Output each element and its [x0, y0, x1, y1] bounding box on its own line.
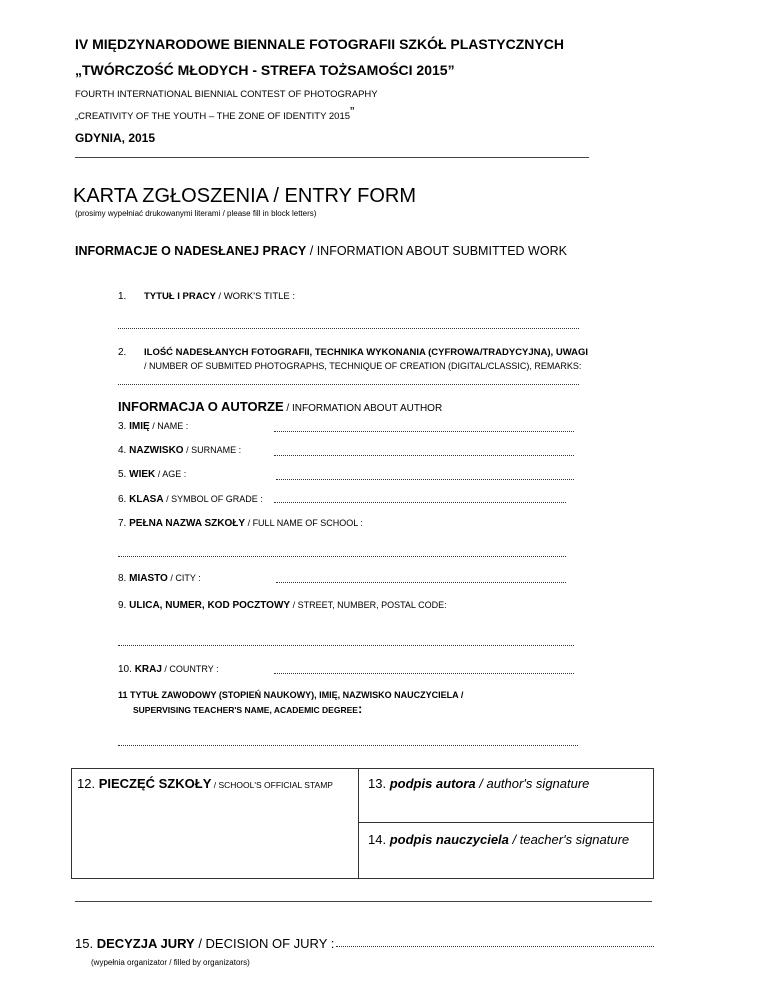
- q10-label: [118, 664, 219, 675]
- english-title-line1: FOURTH INTERNATIONAL BIENNIAL CONTEST OF PHOTOGRAPHY: [75, 89, 378, 100]
- school-stamp-area[interactable]: [77, 776, 333, 791]
- q8-label: [118, 573, 201, 584]
- address-field[interactable]: [118, 645, 574, 646]
- title-line1: IV MIĘDZYNARODOWE BIENNALE FOTOGRAFII SZKÓŁ PLASTYCZNYCH: [75, 36, 564, 52]
- q3-label-pl: IMIĘ: [129, 421, 150, 432]
- q12-label-pl: PIECZĘĆ SZKOŁY: [98, 776, 212, 791]
- q7-label: [118, 518, 363, 529]
- q5-number: 5.: [118, 469, 130, 480]
- teacher-signature-area[interactable]: [368, 832, 629, 847]
- country-field[interactable]: [274, 673, 574, 674]
- q10-label-en: / COUNTRY :: [161, 664, 219, 674]
- header-divider: [75, 157, 589, 158]
- q4-number: 4.: [118, 445, 130, 456]
- q7-label-pl: PEŁNA NAZWA SZKOŁY: [129, 518, 246, 529]
- work-section-heading: [75, 244, 567, 258]
- q13-label-pl: podpis autora: [389, 776, 476, 791]
- jury-decision-field[interactable]: [336, 946, 654, 947]
- q2-label-pl: ILOŚĆ NADESŁANYCH FOTOGRAFII, TECHNIKA WYKONANIA (CYFROWA/TRADYCYJNA), UWAGI: [144, 347, 589, 358]
- work-heading-pl: INFORMACJE O NADESŁANEJ PRACY: [75, 244, 307, 258]
- q3-label: [118, 421, 188, 432]
- grade-field[interactable]: [274, 502, 566, 503]
- q5-label: [118, 469, 186, 480]
- jury-note: (wypełnia organizator / filled by organizators): [91, 958, 250, 967]
- q6-number: 6.: [118, 494, 130, 505]
- form-title: KARTA ZGŁOSZENIA / ENTRY FORM: [73, 185, 417, 207]
- q8-label-en: / CITY :: [167, 573, 201, 583]
- q4-label-en: / SURNAME :: [183, 445, 242, 455]
- q15-number: 15.: [75, 936, 97, 951]
- place-date: GDYNIA, 2015: [75, 131, 156, 145]
- school-name-field[interactable]: [118, 556, 566, 557]
- q11-label-line2-text: SUPERVISING TEACHER'S NAME, ACADEMIC DEGREE: [133, 705, 358, 715]
- english-title-line2: [75, 104, 355, 122]
- q11-label-line2: [133, 701, 362, 716]
- q3-number: 3.: [118, 421, 130, 432]
- jury-decision-label: [75, 936, 334, 951]
- form-note: (prosimy wypełniać drukowanymi literami / please fill in block letters): [75, 209, 317, 218]
- photographs-field[interactable]: [118, 384, 579, 385]
- english-title-quote: ”: [350, 104, 355, 119]
- q11-colon: :: [357, 701, 363, 716]
- q8-label-pl: MIASTO: [129, 573, 168, 584]
- q8-number: 8.: [118, 573, 130, 584]
- q3-label-en: / NAME :: [149, 421, 189, 431]
- english-title-text: „CREATIVITY OF THE YOUTH – THE ZONE OF IDENTITY 2015: [75, 111, 351, 122]
- q5-label-en: / AGE :: [155, 469, 187, 479]
- name-field[interactable]: [274, 431, 574, 432]
- q14-label-pl: podpis nauczyciela: [389, 832, 509, 847]
- q9-label: [118, 600, 447, 611]
- q9-number: 9.: [118, 600, 130, 611]
- q15-label-pl: DECYZJA JURY: [96, 936, 195, 951]
- jury-divider: [75, 901, 652, 902]
- author-signature-area[interactable]: [368, 776, 589, 791]
- q1-label-en: / WORK'S TITLE :: [215, 291, 296, 302]
- q4-label: [118, 445, 241, 456]
- q7-label-en: / FULL NAME OF SCHOOL :: [245, 518, 363, 528]
- box-divider-vertical: [358, 768, 359, 879]
- author-section-heading: [118, 398, 442, 416]
- q14-number: 14.: [368, 832, 390, 847]
- q15-label-en: / DECISION OF JURY :: [194, 936, 335, 951]
- city-field[interactable]: [276, 582, 566, 583]
- q2-number: 2.: [118, 347, 127, 358]
- q6-label: [118, 494, 263, 505]
- q1-label-pl: TYTUŁ I PRACY: [144, 291, 216, 302]
- work-title-field[interactable]: [118, 328, 579, 329]
- q2-label-en: / NUMBER OF SUBMITED PHOTOGRAPHS, TECHNIQUE OF CREATION (DIGITAL/CLASSIC), REMARKS:: [144, 361, 582, 371]
- q9-label-pl: ULICA, NUMER, KOD POCZTOWY: [129, 600, 291, 611]
- q7-number: 7.: [118, 518, 130, 529]
- author-heading-pl: INFORMACJA O AUTORZE: [118, 399, 284, 414]
- q6-label-en: / SYMBOL OF GRADE :: [163, 494, 263, 504]
- q13-label-en: / author's signature: [475, 776, 590, 791]
- title-line2: „TWÓRCZOŚĆ MŁODYCH - STREFA TOŻSAMOŚCI 2015”: [75, 62, 455, 78]
- q14-label-en: / teacher's signature: [508, 832, 630, 847]
- q13-number: 13.: [368, 776, 390, 791]
- q5-label-pl: WIEK: [129, 469, 156, 480]
- teacher-field[interactable]: [118, 745, 578, 746]
- q10-number: 10.: [118, 664, 135, 675]
- author-heading-en: / INFORMATION ABOUT AUTHOR: [283, 403, 443, 414]
- q4-label-pl: NAZWISKO: [129, 445, 184, 456]
- age-field[interactable]: [276, 479, 574, 480]
- q10-label-pl: KRAJ: [134, 664, 162, 675]
- q12-label-en: / SCHOOL'S OFFICIAL STAMP: [211, 780, 333, 790]
- q12-number: 12.: [77, 776, 99, 791]
- q1-label: [144, 291, 295, 302]
- q11-label-line1: 11 TYTUŁ ZAWODOWY (STOPIEŃ NAUKOWY), IMIĘ, NAZWISKO NAUCZYCIELA /: [118, 690, 464, 700]
- work-heading-en: / INFORMATION ABOUT SUBMITTED WORK: [306, 244, 567, 258]
- q1-number: 1.: [118, 291, 127, 302]
- q9-label-en: / STREET, NUMBER, POSTAL CODE:: [290, 600, 447, 610]
- box-divider-horizontal: [358, 822, 654, 823]
- surname-field[interactable]: [274, 455, 574, 456]
- q6-label-pl: KLASA: [129, 494, 164, 505]
